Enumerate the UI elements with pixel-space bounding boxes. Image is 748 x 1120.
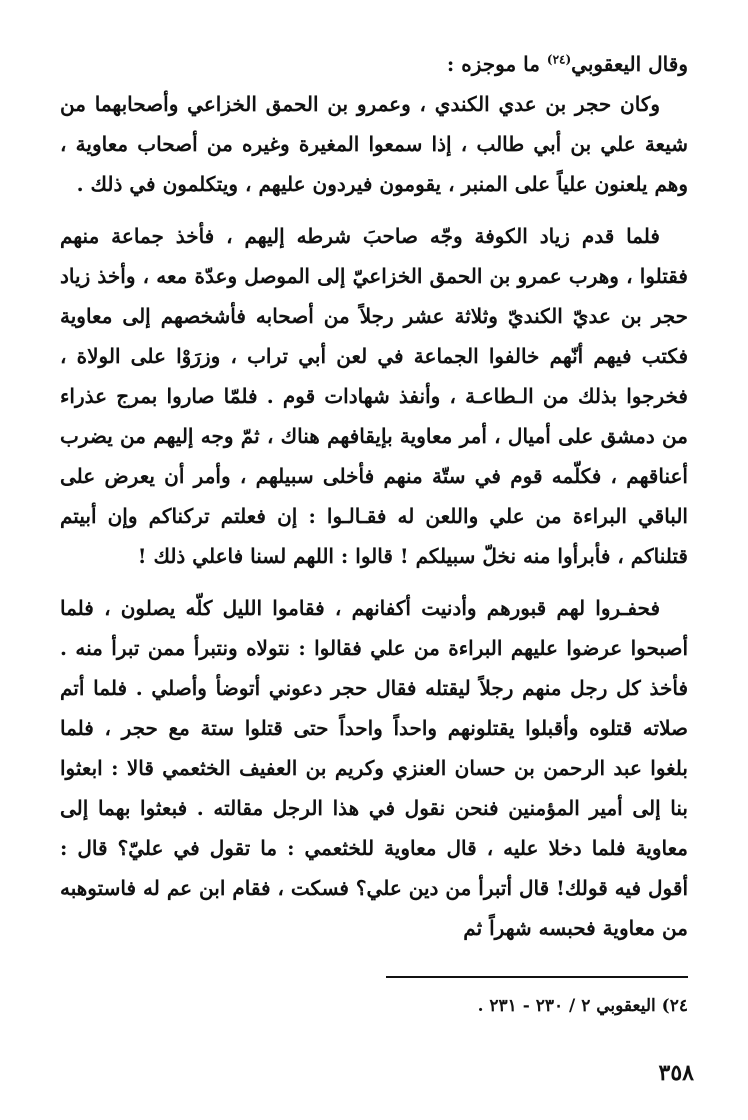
footnote-divider [386, 976, 688, 978]
page-number: ٣٥٨ [658, 1060, 694, 1086]
footnote-reference: (٢٤) [546, 52, 572, 67]
paragraph-1: وكان حجر بن عدي الكندي ، وعمرو بن الحمق الخزاعي وأصحابهما من شيعة علي بن أبي طالب ، إذا سمعوا المغيرة وغيره من أصحاب معاوية ، وهم يلعنون علياً على المنبر ، يقومون فيردون عليهم ، ويتكلمون في ذلك . [60, 92, 688, 196]
intro-text-end: ما موجزه : [446, 52, 547, 76]
paragraph-3: فحفـروا لهم قبورهم وأدنيت أكفانهم ، فقاموا الليل كلّه يصلون ، فلما أصبحوا عرضوا عليهم البراءة من علي فقالوا : نتولاه ونتبرأ ممن تبرأ منه . فأخذ كل رجل منهم رجلاً ليقتله فقال حجر دعوني أتوضأ وأصلي . فلما أتم صلاته قتلوه وأقبلوا يقتلونهم واحداً واحداً حتى قتلوا ستة مع حجر ، فلما بلغوا عبد الرحمن بن حسان العنزي وكريم بن العفيف الخثعمي قالا : ابعثوا بنا إلى أمير المؤمنين فنحن نقول في هذا الرجل مقالته . فبعثوا بهما إلى معاوية فلما دخلا عليه ، قال معاوية للخثعمي : ما تقول في عليّ؟ قال : أقول فيه قولك! قال أتبرأ من دين علي؟ فسكت ، فقام ابن عم له فاستوهبه من معاوية فحبسه شهراً ثم [60, 596, 688, 940]
main-text [60, 44, 688, 948]
intro-text: وقال اليعقوبي [571, 52, 688, 76]
paragraph-2: فلما قدم زياد الكوفة وجّه صاحبَ شرطه إليهم ، فأخذ جماعة منهم فقتلوا ، وهرب عمرو بن الحمق الخزاعيّ إلى الموصل وعدّة معه ، وأخذ زياد حجر بن عديّ الكنديّ وثلاثة عشر رجلاً من أصحابه فأشخصهم إلى معاوية فكتب فيهم أنّهم خالفوا الجماعة في لعن أبي تراب ، وزرَوْا على الولاة ، فخرجوا بذلك من الـطاعـة ، وأنفذ شهادات قوم . فلمّا صاروا بمرج عذراء من دمشق على أميال ، أمر معاوية بإيقافهم هناك ، ثمّ وجه إليهم من يضرب أعناقهم ، فكلّمه قوم في ستّة منهم فأخلى سبيلهم ، وأمر أن يعرض على الباقي البراءة من علي واللعن له فقـالـوا : إن فعلتم تركناكم وإن أبيتم قتلناكم ، فأبرأوا منه نخلّ سبيلكم ! قالوا : اللهم لسنا فاعلي ذلك ! [60, 224, 688, 568]
intro-line [60, 44, 688, 84]
footnote: ٢٤) اليعقوبي ٢ / ٢٣٠ - ٢٣١ . [477, 996, 688, 1016]
